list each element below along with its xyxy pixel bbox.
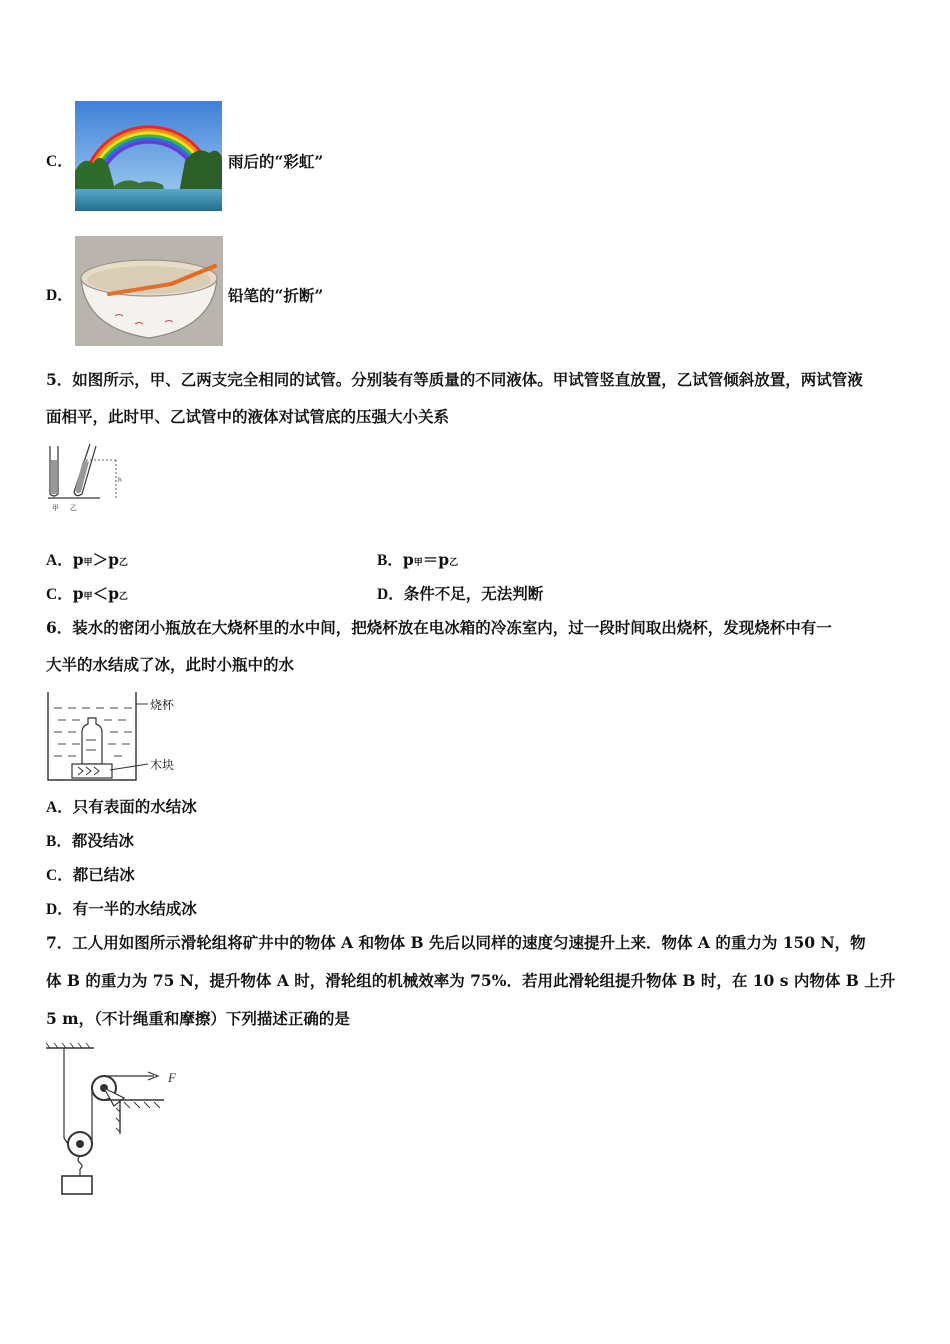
pulley-system-figure	[44, 1040, 194, 1200]
q5-option-d-text: 条件不足，无法判断	[403, 584, 544, 603]
q6-option-a	[46, 797, 197, 818]
q5-option-b-relation: ＝	[422, 550, 439, 569]
pencil-in-bowl-image	[75, 236, 223, 346]
q5-option-c-sub2: 乙	[118, 592, 128, 602]
q6-option-c	[46, 865, 135, 886]
tube-jia-label: 甲	[52, 504, 59, 512]
q7-stem-line-2: 体 B 的重力为 75 N，提升物体 A 时，滑轮组的机械效率为 75%．若用此滑轮组提升物体 B 时，在 10 s 内物体 B 上升	[46, 971, 896, 990]
q5-option-b-sub2: 乙	[449, 558, 459, 568]
q5-option-b-sub1: 甲	[413, 558, 423, 568]
q5-option-a-sub1: 甲	[83, 558, 93, 568]
q5-option-b	[377, 550, 458, 573]
q6-option-b	[46, 831, 134, 852]
q4-option-c-caption: 雨后的“彩虹”	[228, 152, 324, 171]
q5-option-c-sub1: 甲	[83, 592, 93, 602]
q5-option-a	[46, 550, 128, 573]
test-tubes-figure	[44, 442, 126, 514]
q5-option-b-p2: p	[438, 550, 450, 569]
q4-option-c-letter: C．	[46, 153, 73, 170]
q5-option-a-relation: ＞	[92, 550, 109, 569]
q4-option-d-caption: 铅笔的“折断”	[228, 286, 324, 305]
tube-yi-label: 乙	[70, 504, 77, 512]
q5-option-c	[46, 584, 128, 607]
q5-stem-line-2: 面相平，此时甲、乙试管中的液体对试管底的压强大小关系	[46, 407, 450, 426]
q6-option-a-text: 只有表面的水结冰	[72, 797, 197, 816]
q6-option-a-letter: A．	[46, 799, 73, 816]
q6-option-c-letter: C．	[46, 867, 73, 884]
q5-stem-line-1: 5．如图所示，甲、乙两支完全相同的试管。分别装有等质量的不同液体。甲试管竖直放置，乙试管倾斜放置，两试管液	[46, 370, 863, 389]
height-label: h	[118, 477, 122, 484]
q7-stem-line-3: 5 m，（不计绳重和摩擦）下列描述正确的是	[46, 1009, 350, 1028]
q6-option-b-text: 都没结冰	[71, 831, 134, 850]
q5-option-b-p: p	[402, 550, 414, 569]
rainbow-image	[75, 101, 222, 211]
q7-stem-line-1: 7．工人用如图所示滑轮组将矿井中的物体 A 和物体 B 先后以同样的速度匀速提升上来．物体 A 的重力为 150 N，物	[46, 933, 866, 952]
q6-option-b-letter: B．	[46, 833, 72, 850]
q5-option-c-letter: C．	[46, 586, 73, 603]
q5-option-a-p: p	[72, 550, 84, 569]
q6-option-d-letter: D．	[46, 901, 73, 918]
q5-option-a-p2: p	[108, 550, 119, 569]
q5-option-a-letter: A．	[46, 552, 73, 569]
q5-option-d-letter: D．	[377, 586, 404, 603]
q5-option-b-letter: B．	[377, 552, 403, 569]
force-label: F	[168, 1070, 176, 1085]
q5-option-c-relation: ＜	[92, 584, 109, 603]
q5-option-c-p: p	[72, 584, 84, 603]
q5-option-d	[377, 584, 543, 605]
q6-stem-line-2: 大半的水结成了冰，此时小瓶中的水	[46, 655, 295, 674]
q6-stem-line-1: 6．装水的密闭小瓶放在大烧杯里的水中间，把烧杯放在电冰箱的冷冻室内，过一段时间取出烧杯，发现烧杯中有一	[46, 618, 832, 637]
q5-option-a-sub2: 乙	[118, 558, 128, 568]
q6-option-c-text: 都已结冰	[72, 865, 135, 884]
q5-option-c-p2: p	[108, 584, 119, 603]
beaker-label: 烧杯	[150, 698, 175, 712]
q6-option-d	[46, 899, 197, 920]
q4-option-d-letter: D．	[46, 287, 73, 304]
q6-option-d-text: 有一半的水结成冰	[72, 899, 197, 918]
wood-block-label: 木块	[150, 758, 175, 772]
